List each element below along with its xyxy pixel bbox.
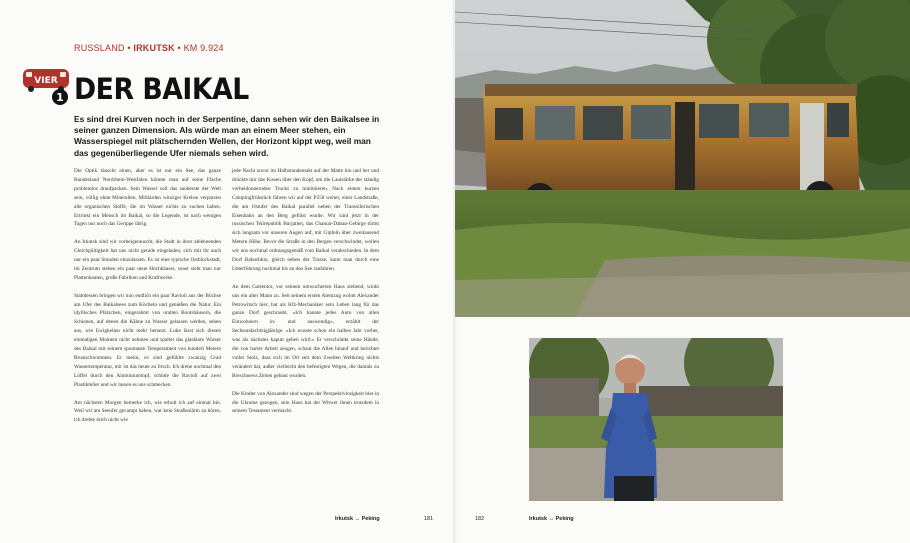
- old-man-portrait-photo: [529, 338, 783, 501]
- kicker-separator: •: [127, 43, 131, 53]
- bus-chapter-logo: [22, 66, 70, 106]
- kicker-country: RUSSLAND: [74, 43, 125, 53]
- rusted-bus-photo: [455, 0, 910, 317]
- body-paragraph: Am nächsten Morgen bemerke ich, wie erholt ich auf einmal bin. Weil wir am Seeufer gecampt haben, war kein Straßenlärm zu hören, ich drehte mich nicht wie: [74, 399, 221, 424]
- body-paragraph: jede Nacht zuvor im Halbstundentakt auf der Matte hin und her und drückte mir das Kissen über den Kopf, um die Lautstärke der ständig vorbeidonnernden Trucks zu minimieren. Nach einem kurzen Campingfrühstück fahren wir auf der P258 weiter, einer Landstraße, die am Ostufer des Baikal parallel neben der Transsibirischen Eisenbahn an den Berg gefräst wurde. Wir sind jetzt in der russischen Teilrepublik Burjatien, das Chamar-Daban-Gebirge türmt sich langsam vor unseren Augen auf, mit Gipfeln über zweitausend Metern Höhe. Bevor die Straße in den Bergen verschwindet, wollen wir uns nochmal ordnungsgemäß vom Baikal verabschieden. In dem Dorf Babushkin, gleich neben der Trasse, kann man durch eine Unterführung nochmal bis an den See ranfahren.: [232, 168, 379, 272]
- article-headline: DER BAIKAL: [74, 72, 249, 106]
- page-number-left: 181: [424, 516, 434, 522]
- body-column-2: [232, 167, 379, 425]
- footer-route-right: Irkutsk ↔ Peking: [529, 516, 574, 522]
- body-paragraph: Stattdessen bringen wir nun endlich ein paar Ravioli aus der Büchse am Ufer des Baikalsees zum Köcheln und genießen die Natur. Ein idyllisches Plätzchen, eingerahmt von uralten Bootshäusern, die Schienen, auf denen die Kähne zu Wasser gelassen werden, sehen aus, wie Ewigkeiten nicht mehr benutzt. Luke lässt sich diesen einmaligen Moment nicht nehmen und spaltet das glasklare Wasser des Baikal mit seinem spontanen Temperament von hundert Metern Brustschwimmen. Er meint, es sind gefühlte zwanzig Grad Wassertemperatur, mir ist das heute zu frisch. Ich drehe nochmal den Löffel durch den Aluminiumtopf, schütte die Ravioli auf zwei Plastikteller und wir lassen es uns schmecken.: [74, 292, 221, 388]
- bus-photo-art: [455, 0, 910, 317]
- body-paragraph: An Irkutsk sind wir vorbeigerauscht, die Stadt in ihrer ablehnenden Gleichgültigkeit hat uns nicht gerade eingeladen, sich mit ihr auch nur ein paar Stunden einzulassen. Es ist eine typische Ostblockstadt, im Zentrum stehen ein paar neue Hochhäuser, sonst sieht man nur Plattenbauten, große Fabriken und Kraftwerke.: [74, 239, 221, 281]
- kicker-km: KM 9.924: [183, 43, 224, 53]
- footer-route-left: Irkutsk ↔ Peking: [335, 516, 380, 522]
- body-paragraph: Die Optik täuscht einen, aber es ist nur ein See, das ganze Bundesland Nordrhein-Westfalen könnte man auf seine Fläche problemlos draufpacken. Sein Wasser soll das sauberste der Welt sein, völlig ohne Mineralien, Milliarden winziger Krebse verputzen alle organischen Stoffe, die im Wasser nichts zu suchen haben. Ertrinkt ein Mensch im Baikal, so die Legende, ist nach wenigen Tagen nur noch das Gerippe übrig.: [74, 168, 221, 228]
- portrait-photo-art: [529, 338, 783, 501]
- location-kicker: [74, 43, 224, 53]
- article-lead: Es sind drei Kurven noch in der Serpentine, dann sehen wir den Baikalsee in seiner ganzen Dimension. Als würde man an einem Meer stehen, ein Wasserspiegel mit plätschernden Wellen, der Horizont kippt weg, weil man das gegenüberliegende Ufer niemals sehen wird.: [74, 114, 380, 158]
- body-paragraph: An dem Gartentor, vor seinem umwucherten Haus stehend, winkt uns ein alter Mann zu. Seit seinem ersten Atemzug wohnt Alexander Petrowitsch hier, hat als Kfz-Mechaniker sein Leben lang für das ganze Dorf geschraubt. »Ich kannte jedes Auto von allen Einwohnern in- und auswendig«, erzählt der Sechsundachtzigjährige. »Ich wusste schon ein halbes Jahr vorher, was als nächstes kaputt gehen wird.« Er verschränkt seine Hände, die von harter Arbeit zeugen, schaut die Allee hinauf und berichtet voller Stolz, dass sich im Ort seit dem Zweiten Weltkrieg nichts verändert hat, außer vielleicht den befestigten Wegen, die damals zu Breschnews Zeiten gebaut wurden.: [232, 283, 379, 379]
- body-paragraph: Die Kinder von Alexander sind wegen der Perspektivlosigkeit hier in die Ukraine gezogen, sein Haus hat der Witwer ihnen trotzdem in seinem Testament vermacht.: [232, 390, 379, 415]
- kicker-separator: •: [177, 43, 181, 53]
- badge-word: VIER: [34, 76, 58, 86]
- badge-number: 1: [56, 91, 64, 104]
- kicker-city: IRKUTSK: [133, 43, 175, 53]
- body-column-1: [74, 167, 221, 434]
- page-number-right: 182: [475, 516, 485, 522]
